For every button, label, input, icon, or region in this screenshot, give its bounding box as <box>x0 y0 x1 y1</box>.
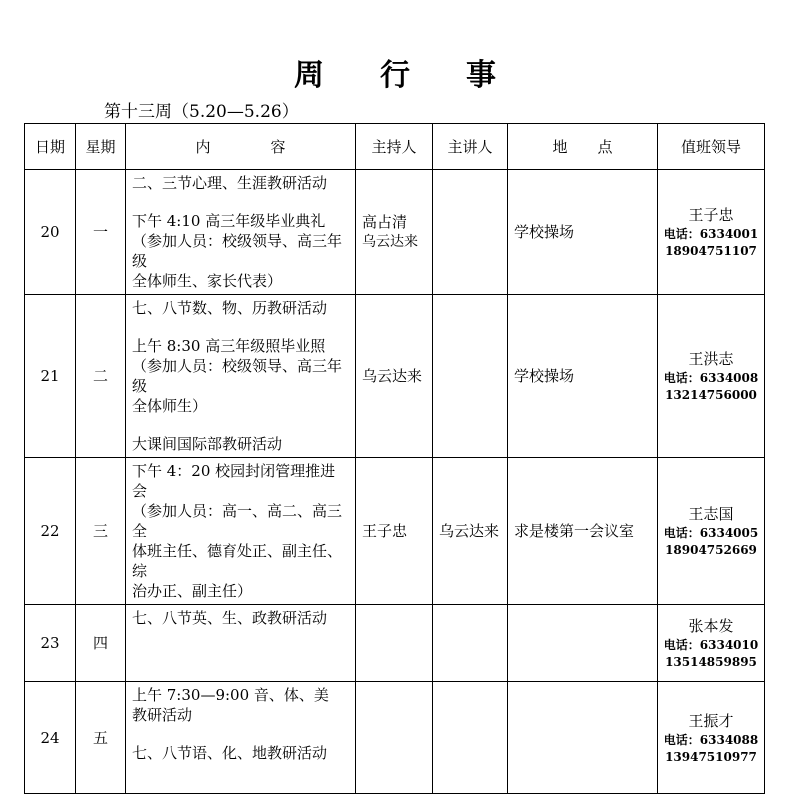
header-row <box>25 124 765 170</box>
content-line: 七、八节英、生、政教研活动 <box>132 609 328 627</box>
date-cell: 20 <box>25 170 76 295</box>
content-line: 教研活动 <box>132 706 193 724</box>
place-cell <box>508 682 658 794</box>
title-char: 行 <box>380 58 412 93</box>
leader-phone: 电话：6334088 <box>663 732 759 747</box>
leader-cell <box>658 605 765 682</box>
date-cell: 21 <box>25 295 76 458</box>
content-line <box>132 725 349 743</box>
content-cell <box>126 295 356 458</box>
content-cell <box>126 682 356 794</box>
speaker-cell: 乌云达来 <box>433 458 508 605</box>
content-line: 七、八节数、物、历教研活动 <box>132 299 328 317</box>
content-line: 会 <box>132 482 148 500</box>
content-line: 二、三节心理、生涯教研活动 <box>132 174 328 192</box>
speaker-cell <box>433 170 508 295</box>
leader-name: 王洪志 <box>688 350 734 368</box>
header-leader: 值班领导 <box>658 124 765 170</box>
host-name: 乌云达来 <box>362 367 423 385</box>
leader-name: 王振才 <box>688 711 734 730</box>
date-cell: 24 <box>25 682 76 794</box>
content-line: 上午 7:30—9:00 音、体、美 <box>132 686 329 704</box>
weekday-cell: 五 <box>76 682 126 794</box>
host-name: 高占清 <box>362 213 408 231</box>
content-line <box>132 318 349 336</box>
leader-mobile: 13214756000 <box>665 388 757 402</box>
header-date: 日期 <box>25 124 76 170</box>
leader-cell <box>658 458 765 605</box>
content-cell <box>126 170 356 295</box>
header-weekday: 星期 <box>76 124 126 170</box>
speaker-cell <box>433 605 508 682</box>
leader-mobile: 13947510977 <box>665 749 757 764</box>
title-char: 事 <box>466 58 498 93</box>
content-line: 全体师生、家长代表） <box>132 272 283 290</box>
leader-phone: 电话：6334001 <box>663 227 759 241</box>
content-line: 上午 8:30 高三年级照毕业照 <box>132 337 326 355</box>
content-line: 体班主任、德育处正、副主任、综 <box>132 542 343 580</box>
date-cell: 23 <box>25 605 76 682</box>
header-place: 地 点 <box>508 124 658 170</box>
date-cell: 22 <box>25 458 76 605</box>
place-cell <box>508 605 658 682</box>
leader-phone: 电话：6334005 <box>663 526 759 540</box>
host-cell <box>356 170 433 295</box>
header-speaker: 主讲人 <box>433 124 508 170</box>
place-cell: 学校操场 <box>508 170 658 295</box>
schedule-table <box>24 123 765 794</box>
host-name: 王子忠 <box>362 522 408 540</box>
week-subtitle: 第十三周（5.20—5.26） <box>104 102 299 122</box>
leader-phone: 电话：6334010 <box>663 638 759 652</box>
content-line: 大课间国际部教研活动 <box>132 435 283 453</box>
leader-name: 王志国 <box>688 505 734 523</box>
table-row <box>25 295 765 458</box>
weekday-cell: 一 <box>76 170 126 295</box>
weekday-cell: 二 <box>76 295 126 458</box>
content-line: 治办正、副主任） <box>132 582 253 600</box>
host-cell <box>356 682 433 794</box>
leader-mobile: 13514859895 <box>665 655 757 669</box>
weekday-cell: 四 <box>76 605 126 682</box>
leader-mobile: 18904751107 <box>665 244 757 258</box>
header-content: 内 容 <box>126 124 356 170</box>
host-cell <box>356 295 433 458</box>
leader-cell <box>658 170 765 295</box>
leader-name: 王子忠 <box>688 206 734 224</box>
content-line: 下午 4：20 校园封闭管理推进 <box>132 462 336 480</box>
speaker-cell <box>433 682 508 794</box>
content-line: （参加人员：高一、高二、高三全 <box>132 502 343 540</box>
content-line: （参加人员：校级领导、高三年级 <box>132 357 343 395</box>
table-row <box>25 682 765 794</box>
content-line <box>132 416 349 434</box>
place-cell: 求是楼第一会议室 <box>508 458 658 605</box>
content-cell <box>126 605 356 682</box>
table-row <box>25 605 765 682</box>
speaker-cell <box>433 295 508 458</box>
host-cell <box>356 458 433 605</box>
content-line: 七、八节语、化、地教研活动 <box>132 744 328 762</box>
table-row <box>25 170 765 295</box>
leader-cell <box>658 682 765 794</box>
leader-mobile: 18904752669 <box>665 543 757 557</box>
leader-name: 张本发 <box>688 617 734 635</box>
table-row <box>25 458 765 605</box>
host-name: 乌云达来 <box>362 234 418 250</box>
title-char: 周 <box>294 58 326 93</box>
weekday-cell: 三 <box>76 458 126 605</box>
header-host: 主持人 <box>356 124 433 170</box>
leader-cell <box>658 295 765 458</box>
content-line <box>132 193 349 211</box>
content-line: 下午 4:10 高三年级毕业典礼 <box>132 212 326 230</box>
content-line: 全体师生） <box>132 397 208 415</box>
content-line: （参加人员：校级领导、高三年级 <box>132 232 343 270</box>
host-cell <box>356 605 433 682</box>
page-title <box>0 50 792 94</box>
leader-phone: 电话：6334008 <box>663 371 759 385</box>
place-cell: 学校操场 <box>508 295 658 458</box>
content-cell <box>126 458 356 605</box>
